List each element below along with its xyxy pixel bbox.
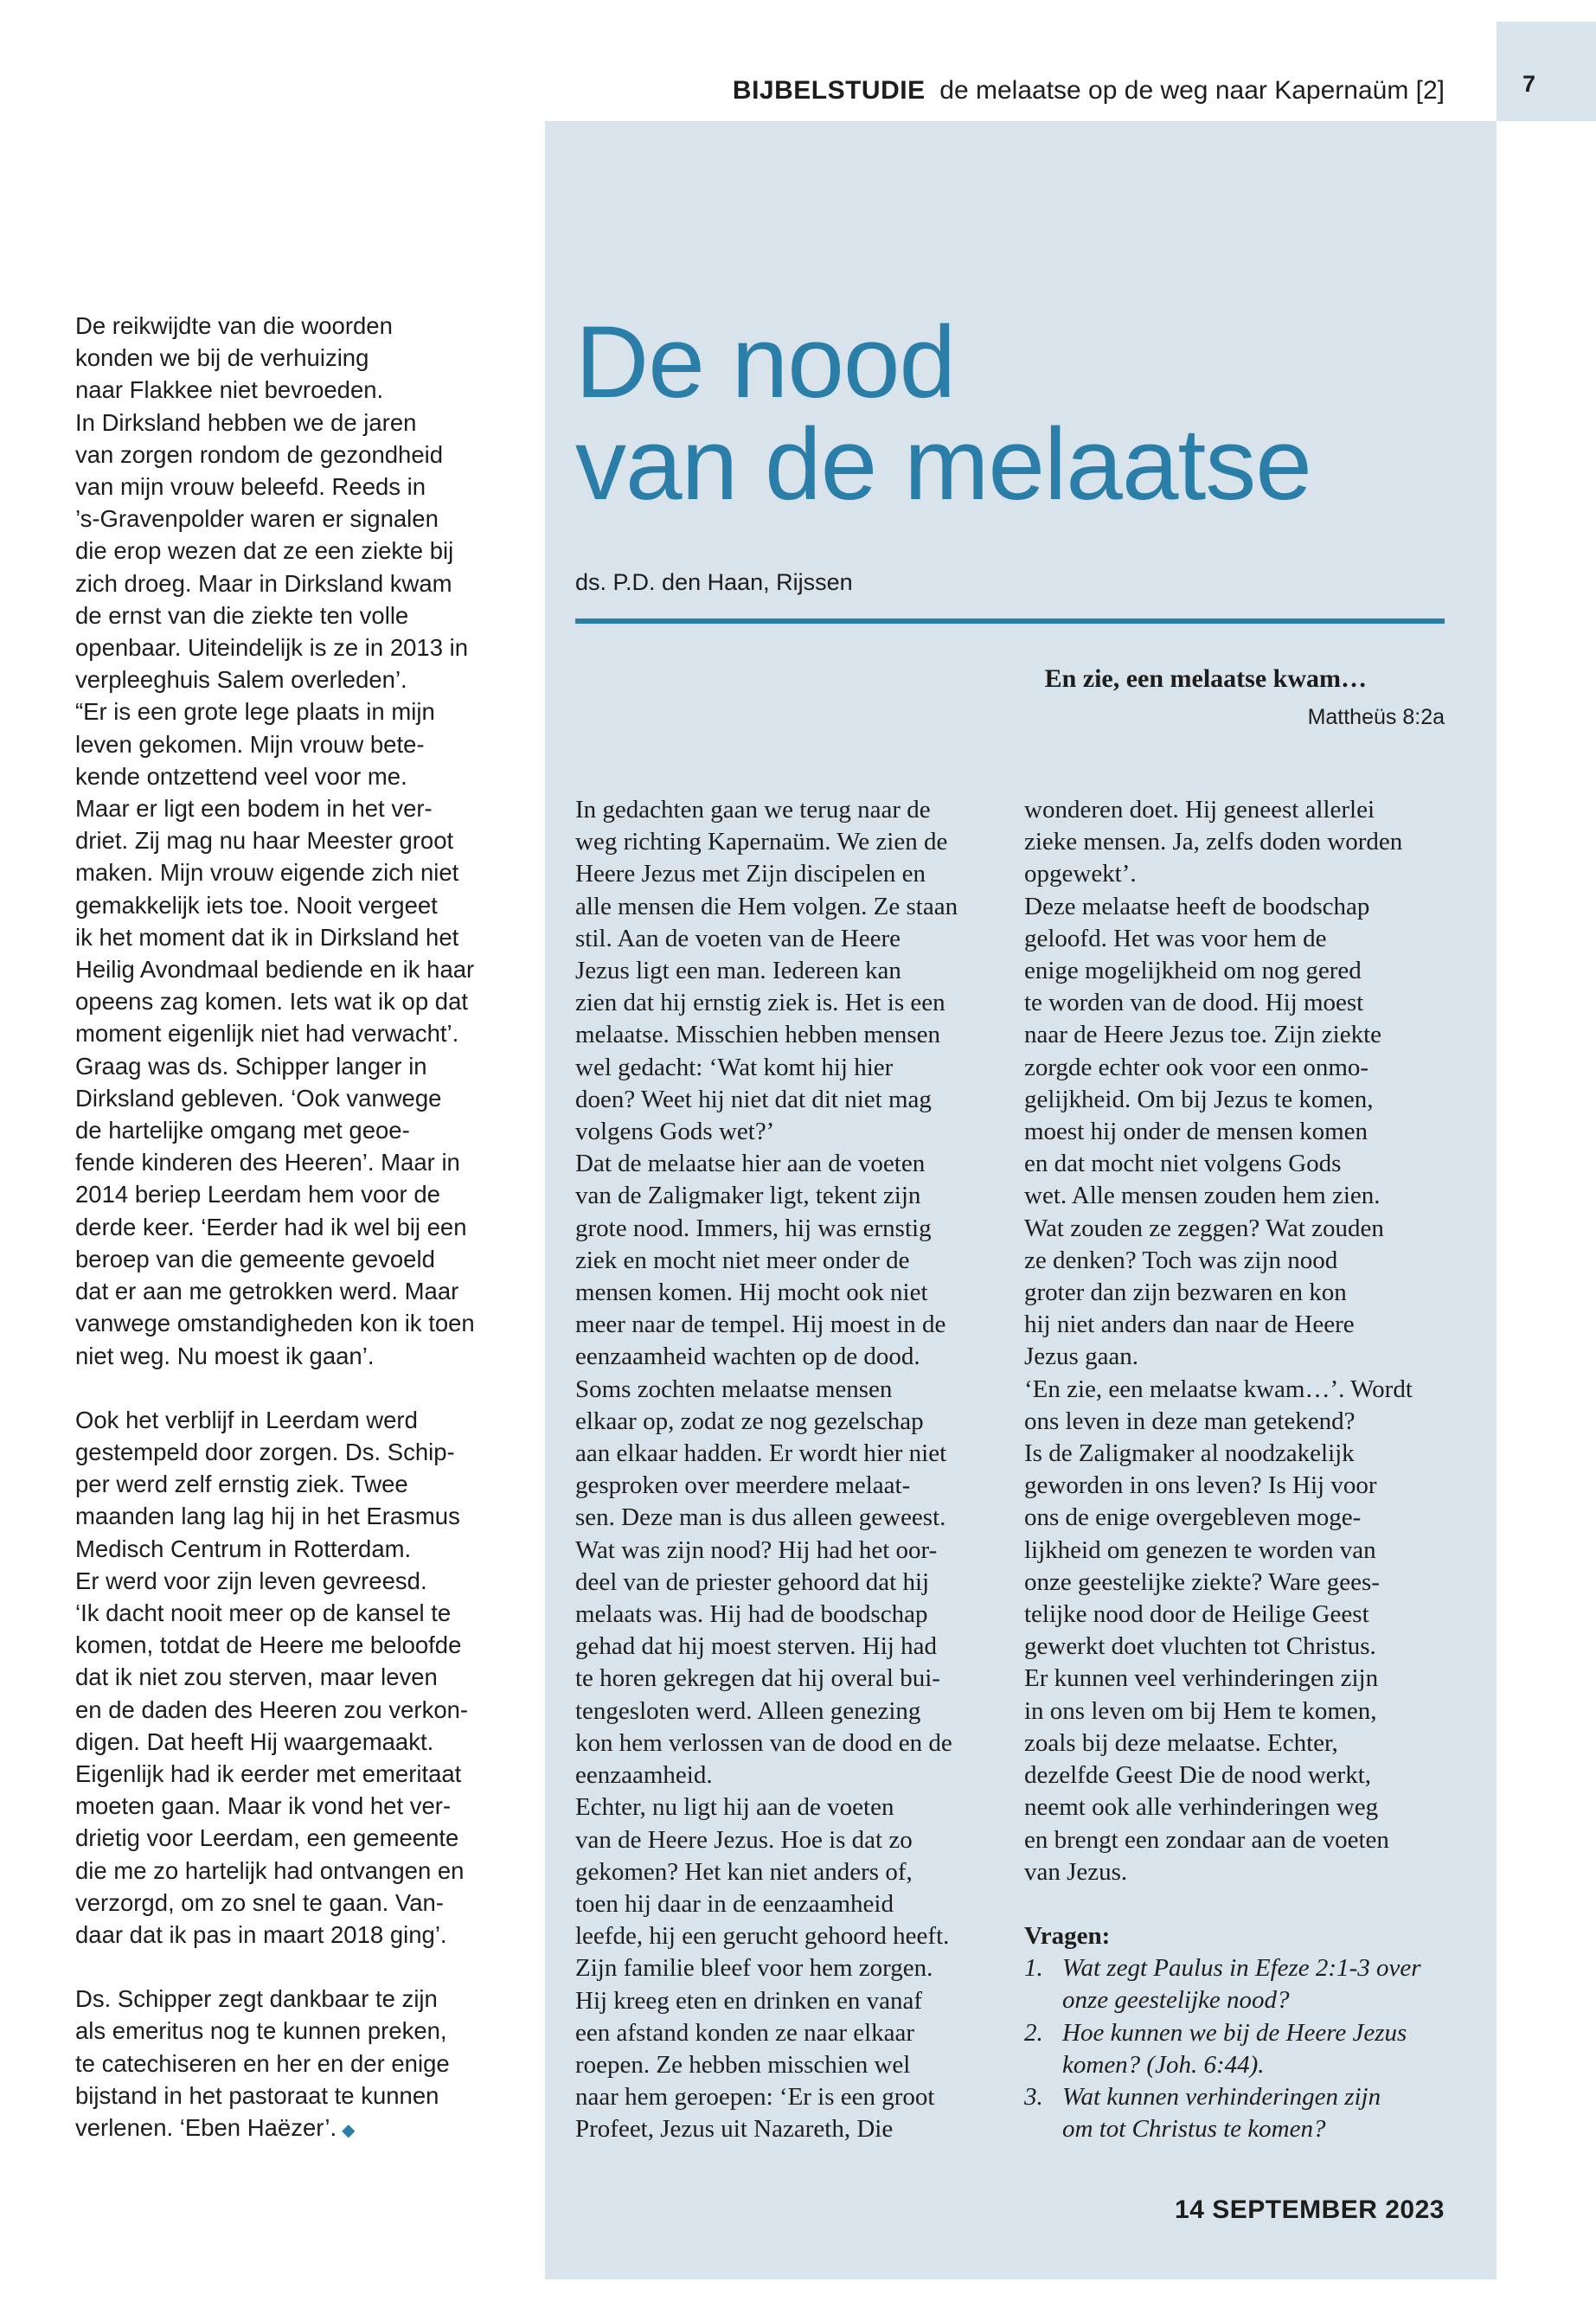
text-line: fende kinderen des Heeren’. Maar in — [75, 1149, 460, 1176]
question-number: 2. — [1024, 2018, 1043, 2047]
question-item — [1024, 2017, 1457, 2081]
text-line: gekomen? Het kan niet anders of, — [575, 1857, 913, 1886]
end-mark-icon: ◆ — [342, 2120, 356, 2140]
text-line: te worden van de dood. Hij moest — [1024, 989, 1364, 1017]
text-line: zien dat hij ernstig ziek is. Het is een — [575, 989, 945, 1017]
text-line: moeten gaan. Maar ik vond het ver- — [75, 1792, 452, 1820]
text-line: zich droeg. Maar in Dirksland kwam — [75, 569, 452, 597]
text-line: dat ik niet zou sterven, maar leven — [75, 1663, 438, 1691]
text-line: verpleeghuis Salem overleden’. — [75, 666, 407, 694]
text-line: 2014 beriep Leerdam hem voor de — [75, 1181, 440, 1208]
question-item — [1024, 1952, 1457, 2016]
text-line: van de Heere Jezus. Hoe is dat zo — [575, 1825, 913, 1854]
text-line: ons de enige overgebleven moge- — [1024, 1503, 1362, 1532]
text-line: Soms zochten melaatse mensen — [575, 1375, 893, 1403]
text-line: Ds. Schipper zegt dankbaar te zijn — [75, 1985, 438, 2013]
text-line: Heilig Avondmaal bediende en ik haar — [75, 956, 475, 984]
section-label: BIJBELSTUDIE — [732, 76, 926, 105]
text-line: Er kunnen veel verhinderingen zijn — [1024, 1664, 1379, 1693]
text-line: konden we bij de verhuizing — [75, 344, 369, 372]
text-line: Hij kreeg eten en drinken en vanaf — [575, 1986, 922, 2015]
byline: ds. P.D. den Haan, Rijssen — [575, 569, 853, 595]
text-line: verlenen. ‘Eben Haëzer’. — [75, 2113, 337, 2141]
text-line: naar de Heere Jezus toe. Zijn ziekte — [1024, 1021, 1382, 1049]
text-line: In Dirksland hebben we de jaren — [75, 408, 417, 436]
question-item — [1024, 2081, 1457, 2145]
text-line: van de Zaligmaker ligt, tekent zijn — [575, 1182, 921, 1210]
text-line: deel van de priester gehoord dat hij — [575, 1567, 930, 1596]
text-line: en brengt een zondaar aan de voeten — [1024, 1825, 1389, 1854]
text-line: moest hij onder de mensen komen — [1024, 1118, 1368, 1146]
text-line: volgens Gods wet?’ — [575, 1118, 775, 1146]
interview-paragraph-3 — [75, 1983, 525, 2147]
text-line: ‘Ik dacht nooit meer op de kansel te — [75, 1599, 452, 1626]
text-line: grote nood. Immers, hij was ernstig — [575, 1214, 932, 1242]
scripture-reference: Mattheüs 8:2a — [1307, 705, 1445, 729]
text-line: dat er aan me getrokken werd. Maar — [75, 1278, 459, 1305]
text-line: ons leven in deze man getekend? — [1024, 1407, 1356, 1435]
text-line: Jezus ligt een man. Iedereen kan — [575, 957, 901, 985]
text-line: groter dan zijn bezwaren en kon — [1024, 1279, 1347, 1307]
text-line: de ernst van die ziekte ten volle — [75, 601, 409, 629]
text-line: leven gekomen. Mijn vrouw bete- — [75, 730, 425, 758]
text-line: zieke mensen. Ja, zelfs doden worden — [1024, 828, 1403, 856]
text-line: melaats was. Hij had de boodschap — [575, 1600, 928, 1629]
text-line: gestempeld door zorgen. Ds. Schip- — [75, 1438, 455, 1465]
text-line: van zorgen rondom de gezondheid — [75, 440, 444, 468]
text-line: Medisch Centrum in Rotterdam. — [75, 1535, 412, 1562]
text-line: ’s-Gravenpolder waren er signalen — [75, 505, 439, 533]
text-line: vanwege omstandigheden kon ik toen — [75, 1310, 475, 1337]
text-line: te catechiseren en her en der enige — [75, 2049, 450, 2077]
issue-date: 14 SEPTEMBER 2023 — [1175, 2195, 1445, 2224]
text-line: hij niet anders dan naar de Heere — [1024, 1311, 1355, 1339]
text-line: daar dat ik pas in maart 2018 ging’. — [75, 1920, 447, 1948]
text-line: lijkheid om genezen te worden van — [1024, 1535, 1376, 1564]
column-2-body — [1024, 794, 1457, 1888]
question-text-line: komen? (Joh. 6:44). — [1062, 2050, 1265, 2079]
text-line: De reikwijdte van die woorden — [75, 312, 393, 339]
text-line: wonderen doet. Hij geneest allerlei — [1024, 796, 1375, 824]
text-line: aan elkaar hadden. Er wordt hier niet — [575, 1439, 947, 1468]
text-line: verzorgd, om zo snel te gaan. Van- — [75, 1888, 444, 1916]
text-line: leefde, hij een gerucht gehoord heeft. — [575, 1922, 950, 1951]
questions-list — [1024, 1952, 1457, 2145]
text-line: digen. Dat heeft Hij waargemaakt. — [75, 1727, 434, 1755]
question-text-line: Wat kunnen verhinderingen zijn — [1062, 2082, 1381, 2111]
question-text-line: Hoe kunnen we bij de Heere Jezus — [1062, 2018, 1407, 2047]
question-text-line: onze geestelijke nood? — [1062, 1986, 1290, 2015]
text-line: kende ontzettend veel voor me. — [75, 762, 407, 790]
text-line: die me zo hartelijk had ontvangen en — [75, 1856, 465, 1884]
article-column-1 — [575, 794, 1008, 2146]
text-line: derde keer. ‘Eerder had ik wel bij een — [75, 1213, 467, 1240]
text-line: mensen komen. Hij mocht ook niet — [575, 1279, 928, 1307]
text-line: beroep van die gemeente gevoeld — [75, 1245, 435, 1272]
text-line: van Jezus. — [1024, 1857, 1128, 1886]
text-line: gelijkheid. Om bij Jezus te komen, — [1024, 1085, 1374, 1113]
text-line: ze denken? Toch was zijn nood — [1024, 1246, 1338, 1274]
text-line: geloofd. Het was voor hem de — [1024, 924, 1327, 952]
text-line: in ons leven om bij Hem te komen, — [1024, 1696, 1377, 1725]
text-line: Dat de melaatse hier aan de voeten — [575, 1150, 926, 1178]
title-divider — [575, 619, 1445, 624]
text-line: komen, totdat de Heere me beloofde — [75, 1631, 462, 1659]
interview-paragraph-1 — [75, 310, 525, 1372]
text-line: moment eigenlijk niet had verwacht’. — [75, 1020, 459, 1048]
text-line: en de daden des Heeren zou verkon- — [75, 1695, 469, 1723]
text-line: geworden in ons leven? Is Hij voor — [1024, 1471, 1377, 1500]
section-subtitle: de melaatse op de weg naar Kapernaüm [2] — [939, 76, 1445, 105]
text-line: een afstand konden ze naar elkaar — [575, 2018, 915, 2047]
text-line: per werd zelf ernstig ziek. Twee — [75, 1471, 408, 1498]
text-line: driet. Zij mag nu haar Meester groot — [75, 827, 454, 855]
text-line: Dirksland gebleven. ‘Ook vanwege — [75, 1084, 442, 1112]
text-line: opgewekt’. — [1024, 860, 1137, 888]
text-line: eenzaamheid. — [575, 1761, 713, 1790]
question-text-line: om tot Christus te komen? — [1062, 2115, 1326, 2144]
text-line: roepen. Ze hebben misschien wel — [575, 2050, 911, 2079]
text-line: ziek en mocht niet meer onder de — [575, 1246, 910, 1274]
text-line: en dat mocht niet volgens Gods — [1024, 1150, 1342, 1178]
text-line: Graag was ds. Schipper langer in — [75, 1052, 427, 1080]
text-line: onze geestelijke ziekte? Ware gees- — [1024, 1567, 1380, 1596]
text-line: gehad dat hij moest sterven. Hij had — [575, 1632, 937, 1661]
text-line: Echter, nu ligt hij aan de voeten — [575, 1793, 894, 1822]
text-line: Eigenlijk had ik eerder met emeritaat — [75, 1759, 462, 1787]
text-line: maanden lang lag hij in het Erasmus — [75, 1503, 460, 1530]
text-line: Wat zouden ze zeggen? Wat zouden — [1024, 1214, 1384, 1242]
text-line: de hartelijke omgang met geoe- — [75, 1117, 410, 1144]
question-text-line: Wat zegt Paulus in Efeze 2:1-3 over — [1062, 1954, 1421, 1983]
text-line: Heere Jezus met Zijn discipelen en — [575, 860, 926, 888]
title-line: van de melaatse — [575, 407, 1311, 522]
text-line: Ook het verblijf in Leerdam werd — [75, 1406, 418, 1433]
text-line: Profeet, Jezus uit Nazareth, Die — [575, 2115, 894, 2144]
text-line: drietig voor Leerdam, een gemeente — [75, 1824, 459, 1852]
text-line: eenzaamheid wachten op de dood. — [575, 1343, 920, 1371]
text-line: Maar er ligt een bodem in het ver- — [75, 795, 433, 823]
text-line: melaatse. Misschien hebben mensen — [575, 1021, 940, 1049]
text-line: Is de Zaligmaker al noodzakelijk — [1024, 1439, 1355, 1468]
text-line: Zijn familie bleef voor hem zorgen. — [575, 1954, 933, 1983]
text-line: zoals bij deze melaatse. Echter, — [1024, 1728, 1338, 1757]
page-number: 7 — [1522, 71, 1536, 97]
text-line: te horen gekregen dat hij overal bui- — [575, 1664, 940, 1693]
text-line: kon hem verlossen van de dood en de — [575, 1728, 952, 1757]
text-line: In gedachten gaan we terug naar de — [575, 796, 931, 824]
text-line: elkaar op, zodat ze nog gezelschap — [575, 1407, 924, 1435]
text-line: bijstand in het pastoraat te kunnen — [75, 2081, 439, 2109]
text-line: maken. Mijn vrouw eigende zich niet — [75, 859, 459, 887]
text-line: gesproken over meerdere melaat- — [575, 1471, 911, 1500]
text-line: wel gedacht: ‘Wat komt hij hier — [575, 1053, 894, 1081]
text-line: sen. Deze man is dus alleen geweest. — [575, 1503, 946, 1532]
running-header — [733, 76, 1445, 106]
text-line: dezelfde Geest Die de nood werkt, — [1024, 1761, 1372, 1790]
text-line: gemakkelijk iets toe. Nooit vergeet — [75, 891, 438, 919]
text-line: telijke nood door de Heilige Geest — [1024, 1600, 1369, 1629]
interview-paragraph-2 — [75, 1404, 525, 1951]
text-line: opeens zag komen. Iets wat ik op dat — [75, 988, 469, 1016]
text-line: Er werd voor zijn leven gevreesd. — [75, 1567, 427, 1594]
text-line: Deze melaatse heeft de boodschap — [1024, 892, 1370, 920]
text-line: wet. Alle mensen zouden hem zien. — [1024, 1182, 1381, 1210]
text-line: als emeritus nog te kunnen preken, — [75, 2017, 447, 2045]
text-line: stil. Aan de voeten van de Heere — [575, 924, 901, 952]
article-column-2 — [1024, 794, 1457, 2145]
text-line: enige mogelijkheid om nog gered — [1024, 957, 1362, 985]
text-line: van mijn vrouw beleefd. Reeds in — [75, 473, 426, 501]
text-line: “Er is een grote lege plaats in mijn — [75, 698, 435, 726]
text-line: naar hem geroepen: ‘Er is een groot — [575, 2083, 935, 2112]
text-line: ‘En zie, een melaatse kwam…’. Wordt — [1024, 1375, 1413, 1403]
question-number: 1. — [1024, 1954, 1043, 1983]
article-title — [575, 305, 1475, 522]
text-line: gewerkt doet vluchten tot Christus. — [1024, 1632, 1376, 1661]
text-line: doen? Weet hij niet dat dit niet mag — [575, 1085, 932, 1113]
text-line: niet weg. Nu moest ik gaan’. — [75, 1342, 375, 1369]
text-line: die erop wezen dat ze een ziekte bij — [75, 537, 454, 565]
text-line: ik het moment dat ik in Dirksland het — [75, 923, 459, 951]
title-line: De nood — [575, 305, 956, 420]
text-line: naar Flakkee niet bevroeden. — [75, 376, 384, 404]
text-line: toen hij daar in de eenzaamheid — [575, 1889, 894, 1918]
text-line: Wat was zijn nood? Hij had het oor- — [575, 1535, 938, 1564]
text-line: meer naar de tempel. Hij moest in de — [575, 1311, 946, 1339]
question-number: 3. — [1024, 2082, 1043, 2111]
text-line: Jezus gaan. — [1024, 1343, 1139, 1371]
text-line: alle mensen die Hem volgen. Ze staan — [575, 892, 958, 920]
text-line: openbaar. Uiteindelijk is ze in 2013 in — [75, 634, 469, 662]
text-line: weg richting Kapernaüm. We zien de — [575, 828, 948, 856]
scripture-motto: En zie, een melaatse kwam… — [1044, 664, 1367, 693]
text-line: neemt ook alle verhinderingen weg — [1024, 1793, 1379, 1822]
questions-title: Vragen: — [1024, 1921, 1111, 1950]
text-line: zorgde echter ook voor een onmo- — [1024, 1053, 1369, 1081]
text-line: tengesloten werd. Alleen genezing — [575, 1696, 921, 1725]
interview-column — [75, 310, 525, 2179]
